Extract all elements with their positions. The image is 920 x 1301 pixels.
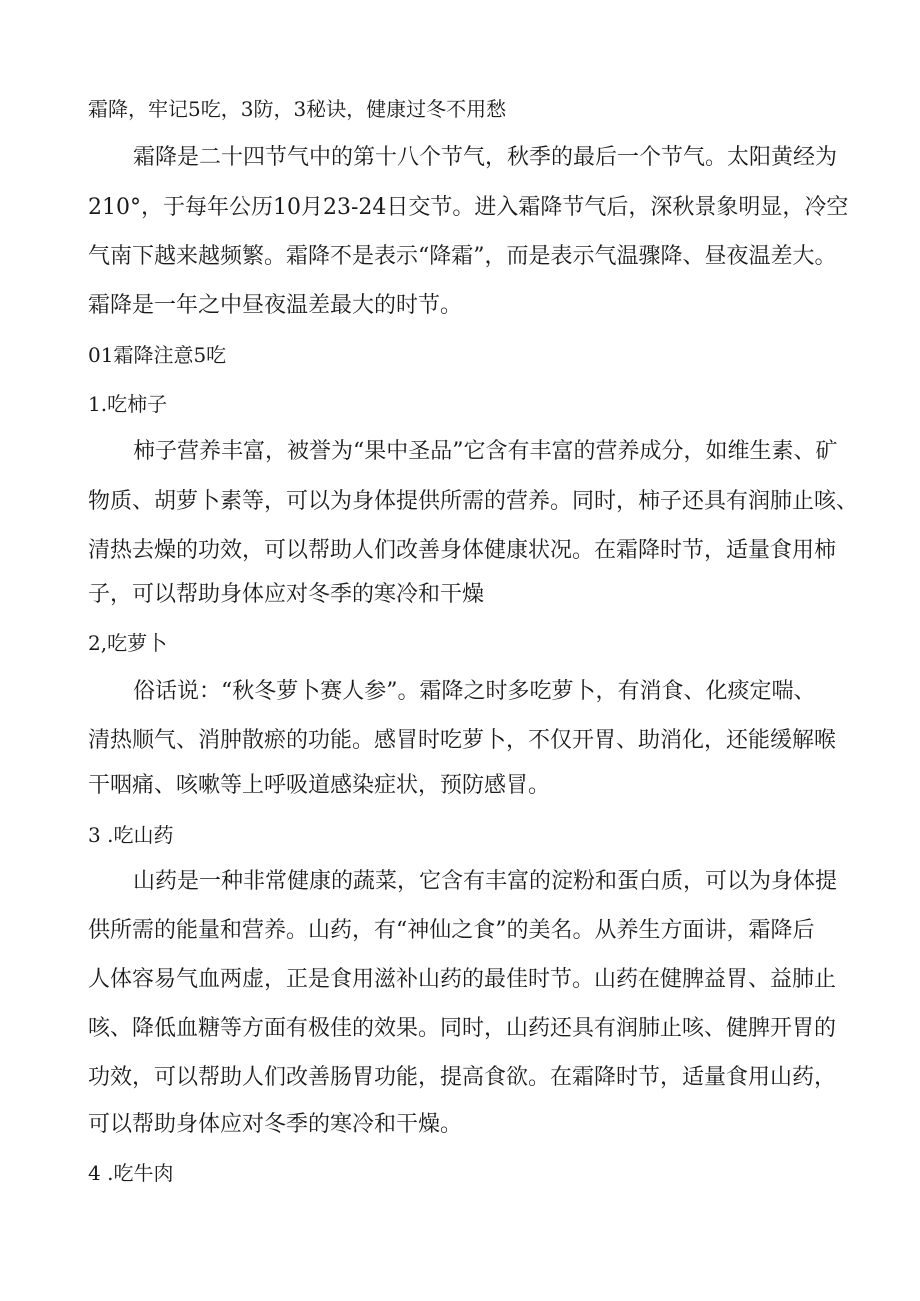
item-heading: 2,吃萝卜	[88, 631, 168, 655]
intro-line: 气南下越来越频繁。霜降不是表示“降霜”，而是表示气温骤降、昼夜温差大。	[88, 244, 837, 269]
item-paragraph-line: 功效，可以帮助人们改善肠胃功能，提高食欲。在霜降时节，适量食用山药，	[88, 1065, 837, 1090]
item-paragraph-line: 清热顺气、消肿散瘀的功能。感冒时吃萝卜，不仅开胃、助消化，还能缓解喉	[88, 728, 837, 753]
item-heading: 1.吃柿子	[88, 392, 168, 416]
intro-line: 210°，于每年公历10月23-24日交节。进入霜降节气后，深秋景象明显，冷空	[88, 195, 849, 220]
item-paragraph-line: 清热去燥的功效，可以帮助人们改善身体健康状况。在霜降时节，适量食用柿	[88, 538, 837, 563]
item-paragraph-line: 供所需的能量和营养。山药，有“神仙之食”的美名。从养生方面讲，霜降后	[88, 918, 815, 943]
document-title: 霜降，牢记5吃，3防，3秘诀，健康过冬不用愁	[88, 97, 507, 121]
item-paragraph-line: 可以帮助身体应对冬季的寒冷和干燥。	[88, 1112, 463, 1137]
item-paragraph-line: 人体容易气血两虚，正是食用滋补山药的最佳时节。山药在健脾益胃、益肺止	[88, 967, 837, 992]
item-paragraph-line: 山药是一种非常健康的蔬菜，它含有丰富的淀粉和蛋白质，可以为身体提	[133, 869, 838, 894]
item-paragraph-line: 干咽痛、咳嗽等上呼吸道感染症状，预防感冒。	[88, 773, 551, 798]
intro-line: 霜降是二十四节气中的第十八个节气，秋季的最后一个节气。太阳黄经为	[133, 145, 838, 170]
item-paragraph-line: 柿子营养丰富，被誉为“果中圣品”它含有丰富的营养成分，如维生素、矿	[133, 439, 838, 464]
item-heading: 4 .吃牛肉	[88, 1161, 174, 1185]
item-paragraph-line: 俗话说：“秋冬萝卜赛人参”。霜降之时多吃萝卜，有消食、化痰定喘、	[133, 679, 816, 704]
item-paragraph-line: 物质、胡萝卜素等，可以为身体提供所需的营养。同时，柿子还具有润肺止咳、	[88, 489, 859, 514]
item-paragraph-line: 子，可以帮助身体应对冬季的寒冷和干燥	[88, 582, 485, 607]
item-heading: 3 .吃山药	[88, 823, 174, 847]
section-heading: 01霜降注意5吃	[88, 343, 227, 367]
intro-line: 霜降是一年之中昼夜温差最大的时节。	[88, 293, 463, 318]
item-paragraph-line: 咳、降低血糖等方面有极佳的效果。同时，山药还具有润肺止咳、健脾开胃的	[88, 1016, 837, 1041]
